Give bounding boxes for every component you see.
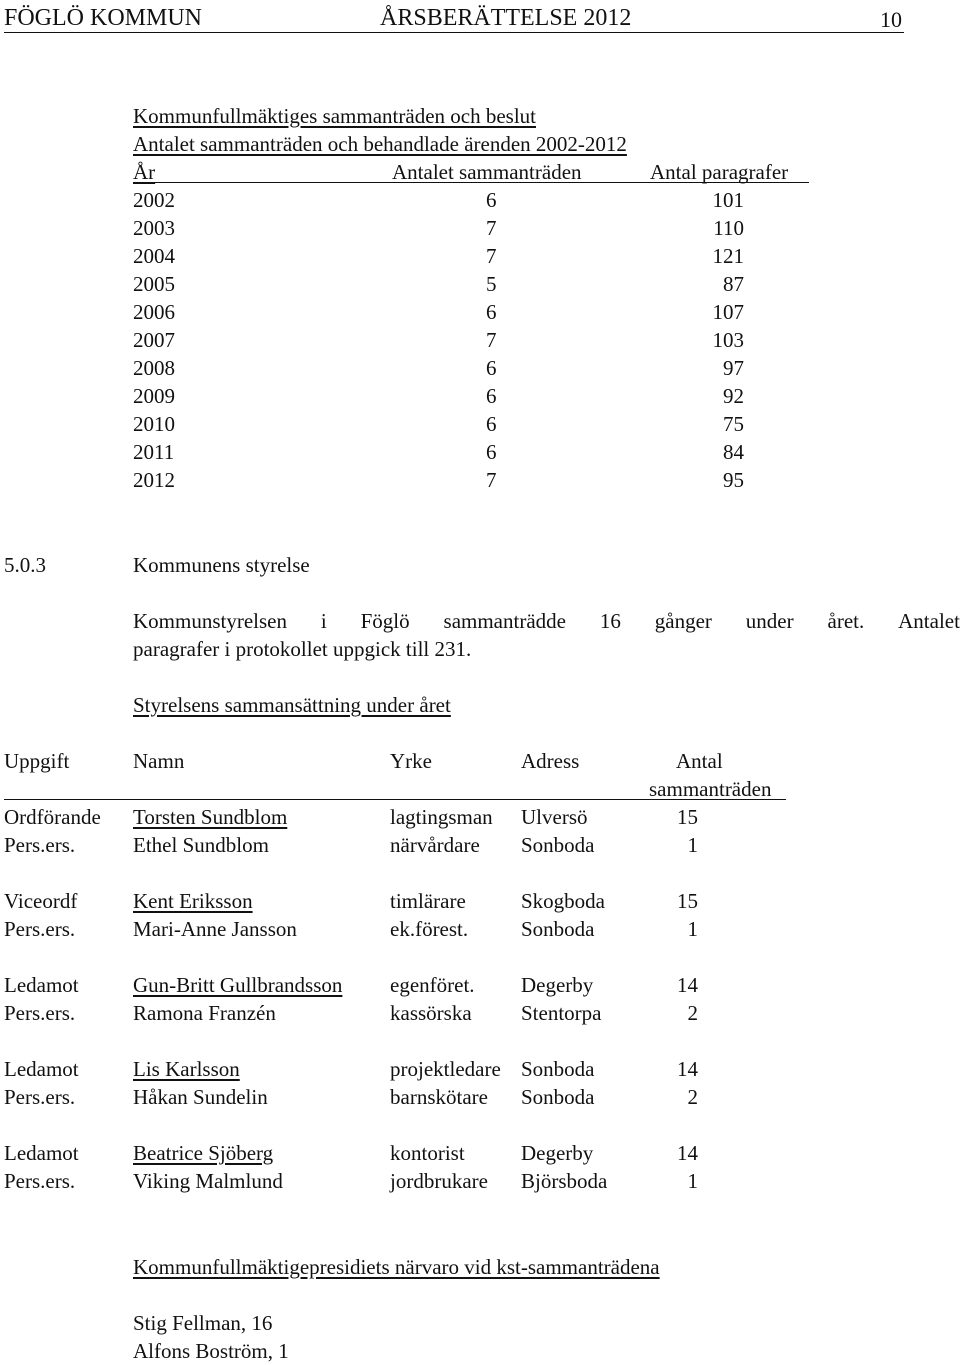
col-header-count-line2: sammanträden — [649, 777, 772, 801]
header-rule — [4, 32, 904, 33]
cell-address: Degerby — [521, 1141, 594, 1165]
cell-address: Björsboda — [521, 1169, 608, 1193]
cell-name: Ethel Sundblom — [133, 833, 269, 857]
cell-year: 2003 — [133, 216, 175, 240]
cell-name: Viking Malmlund — [133, 1169, 283, 1193]
page-number: 10 — [880, 7, 902, 32]
cell-count: 1 — [687, 1169, 698, 1193]
header-left: FÖGLÖ KOMMUN — [4, 5, 203, 31]
cell-meetings: 6 — [486, 440, 497, 464]
cell-name: Håkan Sundelin — [133, 1085, 268, 1109]
cell-year: 2012 — [133, 468, 175, 492]
cell-paragraphs: 110 — [713, 216, 744, 240]
cell-count: 2 — [687, 1085, 698, 1109]
cell-job: lagtingsman — [390, 805, 493, 829]
paragraph-word: gånger — [654, 609, 712, 633]
cell-count: 1 — [687, 833, 698, 857]
cell-paragraphs: 107 — [712, 300, 744, 324]
cell-role: Pers.ers. — [4, 917, 76, 941]
cell-job: barnskötare — [390, 1085, 488, 1109]
cell-year: 2004 — [133, 244, 175, 268]
cell-count: 15 — [677, 805, 698, 829]
paragraph-word: i — [320, 609, 327, 633]
section-number: 5.0.3 — [4, 553, 46, 577]
paragraph-word: 16 — [599, 609, 621, 633]
section-title: Kommunens styrelse — [133, 553, 310, 577]
cell-count: 1 — [687, 917, 698, 941]
cell-year: 2006 — [133, 300, 175, 324]
col-header-name: Namn — [133, 749, 185, 773]
cell-job: kontorist — [390, 1141, 465, 1165]
cell-role: Ledamot — [4, 973, 79, 997]
cell-paragraphs: 97 — [723, 356, 744, 380]
col-header-count-line1: Antal — [676, 749, 723, 773]
col-header-role: Uppgift — [4, 749, 70, 773]
cell-count: 14 — [677, 1057, 698, 1081]
cell-year: 2005 — [133, 272, 175, 296]
cell-address: Sonboda — [521, 1085, 595, 1109]
cell-meetings: 7 — [486, 216, 497, 240]
presidium-entry: Alfons Boström, 1 — [133, 1339, 289, 1363]
cell-year: 2002 — [133, 188, 175, 212]
cell-paragraphs: 84 — [723, 440, 744, 464]
board-title: Styrelsens sammansättning under året — [133, 693, 451, 717]
cell-job: jordbrukare — [390, 1169, 488, 1193]
cell-meetings: 6 — [486, 188, 497, 212]
header-center: ÅRSBERÄTTELSE 2012 — [380, 5, 632, 31]
col-header-meetings: Antalet sammanträden — [392, 160, 582, 184]
cell-name: Lis Karlsson — [133, 1057, 240, 1081]
cell-role: Ledamot — [4, 1057, 79, 1081]
cell-address: Skogboda — [521, 889, 605, 913]
cell-address: Stentorpa — [521, 1001, 602, 1025]
paragraph-word: Antalet — [898, 609, 960, 633]
col-header-address: Adress — [521, 749, 580, 773]
cell-name: Gun-Britt Gullbrandsson — [133, 973, 343, 997]
cell-paragraphs: 95 — [723, 468, 744, 492]
cell-paragraphs: 101 — [712, 188, 744, 212]
cell-address: Degerby — [521, 973, 594, 997]
cell-job: timlärare — [390, 889, 466, 913]
cell-count: 15 — [677, 889, 698, 913]
cell-role: Pers.ers. — [4, 1085, 76, 1109]
cell-address: Ulversö — [521, 805, 588, 829]
cell-paragraphs: 103 — [712, 328, 744, 352]
paragraph-word: året. — [827, 609, 865, 633]
cell-paragraphs: 75 — [723, 412, 744, 436]
cell-address: Sonboda — [521, 917, 595, 941]
col-header-paragraphs: Antal paragrafer — [650, 160, 789, 184]
cell-meetings: 7 — [486, 328, 497, 352]
col-header-year: År — [133, 160, 156, 184]
cell-year: 2010 — [133, 412, 175, 436]
cell-meetings: 6 — [486, 412, 497, 436]
cell-role: Pers.ers. — [4, 833, 76, 857]
cell-count: 2 — [687, 1001, 698, 1025]
cell-role: Viceordf — [4, 889, 78, 913]
meetings-title: Kommunfullmäktiges sammanträden och beslut — [133, 104, 536, 128]
paragraph-word: Föglö — [360, 609, 410, 633]
cell-address: Sonboda — [521, 1057, 595, 1081]
cell-name: Torsten Sundblom — [133, 805, 288, 829]
board-header-rule — [4, 799, 786, 800]
cell-year: 2007 — [133, 328, 175, 352]
paragraph-word: sammanträdde — [443, 609, 566, 633]
cell-paragraphs: 121 — [712, 244, 744, 268]
cell-meetings: 6 — [486, 384, 497, 408]
cell-role: Pers.ers. — [4, 1001, 76, 1025]
cell-meetings: 7 — [486, 468, 497, 492]
presidium-title: Kommunfullmäktigepresidiets närvaro vid kst-sammanträdena — [133, 1255, 660, 1279]
cell-year: 2008 — [133, 356, 175, 380]
cell-meetings: 5 — [486, 272, 497, 296]
cell-name: Ramona Franzén — [133, 1001, 276, 1025]
paragraph-word: Kommunstyrelsen — [133, 609, 287, 633]
cell-job: ek.förest. — [390, 917, 469, 941]
cell-name: Mari-Anne Jansson — [133, 917, 297, 941]
cell-meetings: 6 — [486, 300, 497, 324]
cell-paragraphs: 87 — [723, 272, 744, 296]
cell-count: 14 — [677, 973, 698, 997]
cell-meetings: 7 — [486, 244, 497, 268]
cell-year: 2009 — [133, 384, 175, 408]
cell-job: projektledare — [390, 1057, 501, 1081]
paragraph-word: under — [745, 609, 794, 633]
section-paragraph-line1 — [133, 607, 960, 635]
cell-paragraphs: 92 — [723, 384, 744, 408]
cell-job: närvårdare — [390, 833, 480, 857]
cell-count: 14 — [677, 1141, 698, 1165]
presidium-entry: Stig Fellman, 16 — [133, 1311, 273, 1335]
meetings-subtitle: Antalet sammanträden och behandlade ärenden 2002-2012 — [133, 132, 627, 156]
cell-role: Ordförande — [4, 805, 101, 829]
cell-name: Beatrice Sjöberg — [133, 1141, 274, 1165]
cell-year: 2011 — [133, 440, 175, 464]
cell-meetings: 6 — [486, 356, 497, 380]
cell-role: Ledamot — [4, 1141, 79, 1165]
cell-role: Pers.ers. — [4, 1169, 76, 1193]
cell-job: kassörska — [390, 1001, 472, 1025]
meetings-header-rule — [133, 182, 809, 183]
section-paragraph-line2: paragrafer i protokollet uppgick till 231. — [133, 637, 472, 661]
cell-job: egenföret. — [390, 973, 475, 997]
cell-name: Kent Eriksson — [133, 889, 253, 913]
col-header-job: Yrke — [390, 749, 432, 773]
cell-address: Sonboda — [521, 833, 595, 857]
